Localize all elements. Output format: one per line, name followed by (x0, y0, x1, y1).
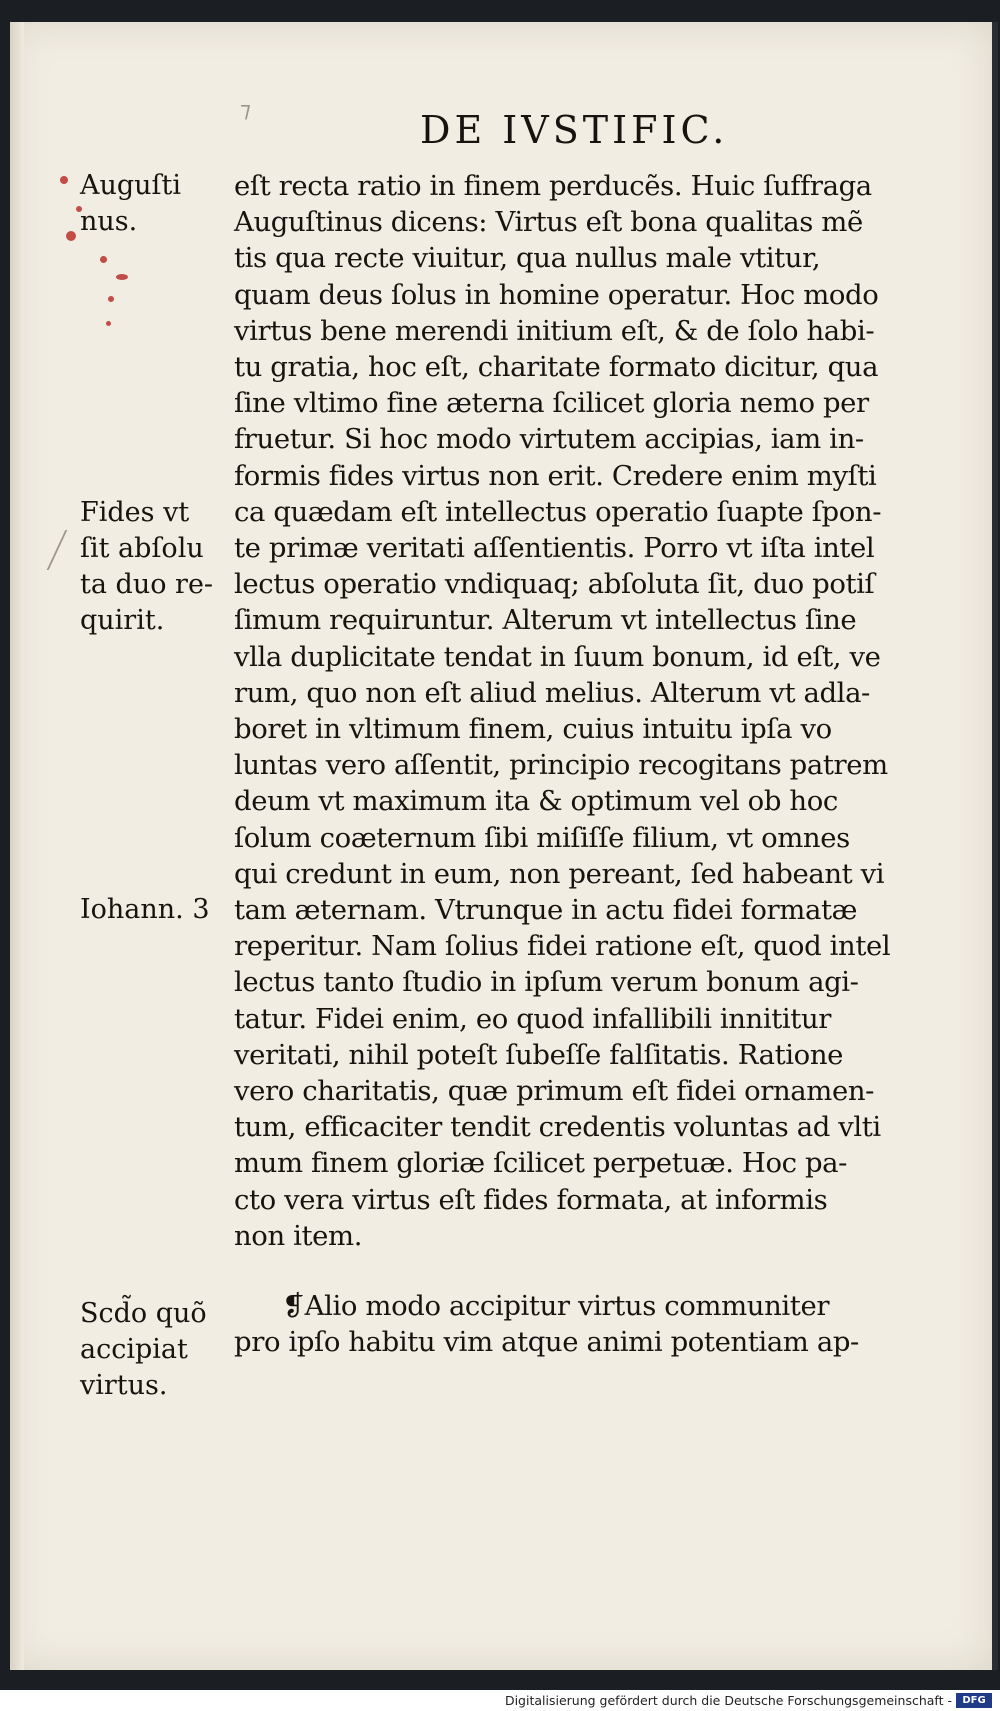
text-line: Auguſtinus dicens: Virtus eſt bona qualitas mẽ (234, 206, 863, 239)
marginal-line: virtus. (80, 1370, 168, 1401)
marginal-note-johannes (80, 892, 230, 928)
marginal-line: Auguſti (80, 170, 182, 201)
marginal-line: Iohann. 3 (80, 894, 210, 925)
signature-mark: ⁊ (240, 98, 251, 123)
marginal-line: ta duo re- (80, 569, 214, 600)
marginal-line: ſit abſolu (80, 533, 204, 564)
text-line: deum vt maximum ita & optimum vel ob hoc (234, 785, 838, 818)
funding-credit: Digitalisierung gefördert durch die Deutsche Forschungsgemeinschaft - (504, 1693, 952, 1708)
text-line: vlla duplicitate tendat in ſuum bonum, id eſt, ve (234, 640, 881, 673)
text-line: mum finem gloriæ ſcilicet perpetuæ. Hoc pa- (234, 1147, 848, 1180)
paragraph-start-line (234, 1288, 934, 1324)
text-fragment: Alio modo accipitur virtus communiter (304, 1290, 830, 1323)
text-line: quam deus ſolus in homine operatur. Hoc modo (234, 278, 879, 311)
marginal-line: Fides vt (80, 497, 190, 528)
text-line: veritati, nihil poteſt ſubeſſe falſitatis. Ratione (234, 1038, 844, 1071)
marginal-line: quirit. (80, 605, 165, 636)
text-line: ca quædam eſt intellectus operatio ſuapte ſpon- (234, 495, 882, 528)
dfg-logo: DFG (956, 1693, 992, 1708)
text-line: luntas vero aſſentit, principio recogitans patrem (234, 749, 888, 782)
running-head: DE IVSTIFIC. (420, 108, 729, 152)
marginal-note-fides (80, 495, 230, 639)
text-line: reperitur. Nam ſolius fidei ratione eſt, quod intel (234, 930, 891, 963)
marginal-line: accipiat (80, 1334, 188, 1365)
text-line: lectus operatio vndiquaq; abſoluta ſit, duo potiſ (234, 568, 875, 601)
pilcrow-icon: ❡ (282, 1290, 305, 1323)
text-line: lectus tanto ſtudio in ipſum verum bonum agi- (234, 966, 859, 999)
marginal-line: Scd̃o quõ (80, 1298, 207, 1329)
paragraph-gap (234, 1254, 934, 1288)
text-line: eſt recta ratio in finem perducẽs. Huic ſuffraga (234, 170, 872, 202)
text-line: vero charitatis, quæ primum eſt fidei ornamen- (234, 1075, 875, 1108)
text-line: boret in vltimum finem, cuius intuitu ipſa vo (234, 713, 832, 746)
text-line: tu gratia, hoc eſt, charitate formato dicitur, qua (234, 351, 879, 384)
text-line: qui credunt in eum, non pereant, ſed habeant vi (234, 857, 885, 890)
marginal-line: nus. (80, 206, 138, 237)
text-line: tis qua recte viuitur, qua nullus male vtitur, (234, 242, 821, 275)
main-text-block (234, 168, 934, 1361)
text-line: fruetur. Si hoc modo virtutem accipias, iam in- (234, 423, 864, 456)
text-line: virtus bene merendi initium eſt, & de ſolo habi- (234, 314, 875, 347)
marginal-note-secundo (80, 1296, 230, 1404)
text-line: tum, efficaciter tendit credentis voluntas ad vlti (234, 1111, 881, 1144)
text-line: ſolum coæternum ſibi miſiſſe filium, vt omnes (234, 821, 850, 854)
marginal-note-augustinus (80, 168, 230, 240)
text-line: non item. (234, 1219, 363, 1252)
page-gutter (10, 22, 24, 1670)
text-line: ſine vltimo fine æterna ſcilicet gloria nemo per (234, 387, 869, 420)
text-line: tatur. Fidei enim, eo quod infallibili innititur (234, 1002, 831, 1035)
text-line: ſimum requiruntur. Alterum vt intellectus ſine (234, 604, 857, 637)
text-line: pro ipſo habitu vim atque animi potentiam ap- (234, 1326, 859, 1359)
text-line: cto vera virtus eſt fides formata, at informis (234, 1183, 828, 1216)
text-line: te primæ veritati aſſentientis. Porro vt iſta intel (234, 532, 875, 565)
text-line: rum, quo non eſt aliud melius. Alterum vt adla- (234, 676, 870, 709)
text-line: formis fides virtus non erit. Credere enim myſti (234, 459, 877, 492)
text-line: tam æternam. Vtrunque in actu fidei formatæ (234, 894, 858, 927)
